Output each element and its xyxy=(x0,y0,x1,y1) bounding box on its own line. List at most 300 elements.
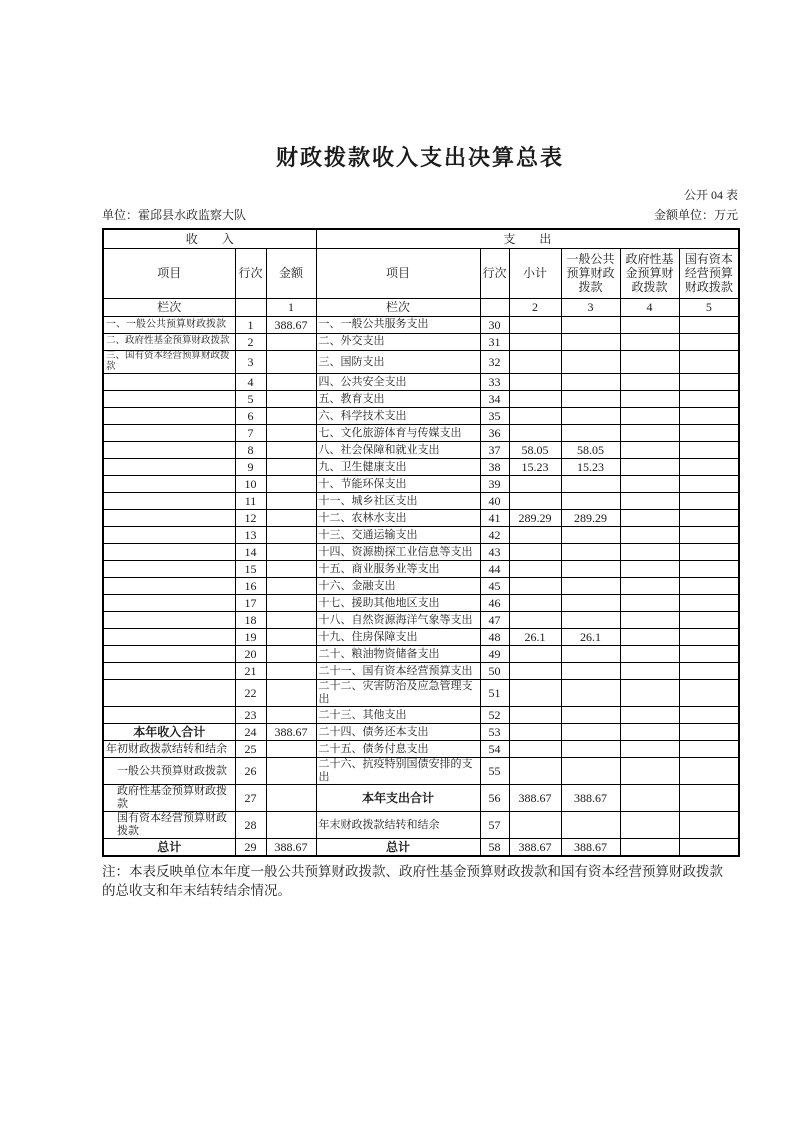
income-item-cell xyxy=(103,595,235,612)
income-rowno-cell: 17 xyxy=(235,595,266,612)
table-row xyxy=(103,758,739,785)
subtotal-cell xyxy=(509,758,561,785)
expense-rowno-cell: 46 xyxy=(480,595,509,612)
subtotal-header: 小计 xyxy=(509,248,561,298)
income-item-cell: 三、国有资本经营预算财政拨款 xyxy=(103,350,235,373)
income-item-cell: 政府性基金预算财政拨款 xyxy=(103,785,235,812)
govt-fund-budget-cell xyxy=(620,544,679,561)
table-body xyxy=(103,316,739,855)
subtotal-cell xyxy=(509,476,561,493)
state-capital-budget-cell xyxy=(679,595,739,612)
general-public-budget-cell xyxy=(561,350,620,373)
govt-fund-budget-cell xyxy=(620,646,679,663)
table-row xyxy=(103,459,739,476)
income-item-cell xyxy=(103,561,235,578)
expense-item-cell: 六、科学技术支出 xyxy=(316,408,480,425)
expense-item-cell: 十、节能环保支出 xyxy=(316,476,480,493)
expense-rowno-cell: 32 xyxy=(480,350,509,373)
income-amount-cell xyxy=(266,812,316,839)
table-row xyxy=(103,785,739,812)
income-rowno-cell: 21 xyxy=(235,663,266,680)
govt-fund-budget-cell xyxy=(620,374,679,391)
subtotal-cell xyxy=(509,612,561,629)
column-header-row xyxy=(103,248,739,298)
income-rowno-cell: 27 xyxy=(235,785,266,812)
income-item-cell: 本年收入合计 xyxy=(103,724,235,741)
state-capital-budget-cell xyxy=(679,758,739,785)
state-capital-budget-cell xyxy=(679,680,739,707)
empty-cell xyxy=(480,298,509,316)
general-public-budget-cell: 289.29 xyxy=(561,510,620,527)
income-amount-cell xyxy=(266,680,316,707)
expense-rowno-cell: 44 xyxy=(480,561,509,578)
expense-item-cell: 四、公共安全支出 xyxy=(316,374,480,391)
govt-fund-budget-cell xyxy=(620,333,679,350)
govt-fund-budget-cell xyxy=(620,785,679,812)
income-amount-cell xyxy=(266,561,316,578)
income-item-cell xyxy=(103,442,235,459)
income-rowno-cell: 1 xyxy=(235,316,266,333)
expense-item-header: 项目 xyxy=(316,248,480,298)
subtotal-cell xyxy=(509,425,561,442)
subtotal-cell xyxy=(509,646,561,663)
general-public-budget-cell xyxy=(561,612,620,629)
expense-item-cell: 本年支出合计 xyxy=(316,785,480,812)
income-rowno-cell: 2 xyxy=(235,333,266,350)
govt-fund-budget-cell xyxy=(620,741,679,758)
table-row xyxy=(103,391,739,408)
expense-rowno-cell: 57 xyxy=(480,812,509,839)
income-item-cell xyxy=(103,544,235,561)
govt-fund-budget-cell xyxy=(620,316,679,333)
general-public-budget-cell xyxy=(561,724,620,741)
general-public-budget-cell: 58.05 xyxy=(561,442,620,459)
income-amount-cell xyxy=(266,629,316,646)
income-item-cell xyxy=(103,663,235,680)
state-capital-budget-cell xyxy=(679,391,739,408)
expense-rowno-cell: 55 xyxy=(480,758,509,785)
income-item-cell xyxy=(103,578,235,595)
state-capital-budget-cell xyxy=(679,527,739,544)
expense-rowno-cell: 42 xyxy=(480,527,509,544)
table-row xyxy=(103,561,739,578)
income-amount-cell xyxy=(266,408,316,425)
general-public-budget-cell xyxy=(561,544,620,561)
govt-fund-budget-cell xyxy=(620,758,679,785)
income-amount-cell xyxy=(266,350,316,373)
income-rowno-cell: 4 xyxy=(235,374,266,391)
column-index-4: 4 xyxy=(620,298,679,316)
income-index-label: 栏次 xyxy=(103,298,235,316)
income-amount-cell xyxy=(266,459,316,476)
expense-item-cell: 十八、自然资源海洋气象等支出 xyxy=(316,612,480,629)
income-rowno-header: 行次 xyxy=(235,248,266,298)
income-amount-cell xyxy=(266,442,316,459)
income-item-cell: 一、一般公共预算财政拨款 xyxy=(103,316,235,333)
income-item-cell xyxy=(103,646,235,663)
table-row xyxy=(103,812,739,839)
income-rowno-cell: 23 xyxy=(235,707,266,724)
table-row xyxy=(103,510,739,527)
fiscal-summary-table xyxy=(102,228,740,856)
income-item-cell xyxy=(103,476,235,493)
state-capital-budget-cell xyxy=(679,561,739,578)
expense-rowno-header: 行次 xyxy=(480,248,509,298)
general-public-budget-cell xyxy=(561,316,620,333)
income-amount-cell xyxy=(266,374,316,391)
income-amount-cell xyxy=(266,333,316,350)
table-row xyxy=(103,680,739,707)
table-row xyxy=(103,741,739,758)
subtotal-cell xyxy=(509,812,561,839)
subtotal-cell: 388.67 xyxy=(509,839,561,856)
expense-rowno-cell: 40 xyxy=(480,493,509,510)
expense-rowno-cell: 48 xyxy=(480,629,509,646)
expense-item-cell: 十九、住房保障支出 xyxy=(316,629,480,646)
table-row xyxy=(103,629,739,646)
expense-rowno-cell: 53 xyxy=(480,724,509,741)
income-item-cell: 年初财政拨款结转和结余 xyxy=(103,741,235,758)
state-capital-budget-cell xyxy=(679,544,739,561)
expense-rowno-cell: 58 xyxy=(480,839,509,856)
table-row xyxy=(103,408,739,425)
general-public-budget-header: 一般公共预算财政拨款 xyxy=(561,248,620,298)
income-rowno-cell: 8 xyxy=(235,442,266,459)
subtotal-cell xyxy=(509,578,561,595)
subtotal-cell: 289.29 xyxy=(509,510,561,527)
income-rowno-cell: 10 xyxy=(235,476,266,493)
state-capital-budget-cell xyxy=(679,316,739,333)
general-public-budget-cell xyxy=(561,527,620,544)
income-item-cell: 一般公共预算财政拨款 xyxy=(103,758,235,785)
income-amount-header: 金额 xyxy=(266,248,316,298)
state-capital-budget-header: 国有资本经营预算财政拨款 xyxy=(679,248,739,298)
state-capital-budget-cell xyxy=(679,629,739,646)
state-capital-budget-cell xyxy=(679,493,739,510)
govt-fund-budget-cell xyxy=(620,391,679,408)
income-amount-cell: 388.67 xyxy=(266,316,316,333)
expense-item-cell: 十三、交通运输支出 xyxy=(316,527,480,544)
subtotal-cell xyxy=(509,561,561,578)
subtotal-cell: 58.05 xyxy=(509,442,561,459)
expense-item-cell: 七、文化旅游体育与传媒支出 xyxy=(316,425,480,442)
state-capital-budget-cell xyxy=(679,350,739,373)
expense-rowno-cell: 54 xyxy=(480,741,509,758)
expense-rowno-cell: 38 xyxy=(480,459,509,476)
income-rowno-cell: 22 xyxy=(235,680,266,707)
govt-fund-budget-cell xyxy=(620,680,679,707)
state-capital-budget-cell xyxy=(679,476,739,493)
expense-item-cell: 十一、城乡社区支出 xyxy=(316,493,480,510)
subtotal-cell xyxy=(509,350,561,373)
state-capital-budget-cell xyxy=(679,839,739,856)
expense-rowno-cell: 39 xyxy=(480,476,509,493)
income-item-cell xyxy=(103,612,235,629)
general-public-budget-cell xyxy=(561,476,620,493)
subtotal-cell: 15.23 xyxy=(509,459,561,476)
general-public-budget-cell xyxy=(561,646,620,663)
income-item-cell xyxy=(103,391,235,408)
expense-rowno-cell: 45 xyxy=(480,578,509,595)
expense-rowno-cell: 37 xyxy=(480,442,509,459)
income-section-header: 收 入 xyxy=(103,229,316,248)
expense-rowno-cell: 56 xyxy=(480,785,509,812)
income-item-cell xyxy=(103,707,235,724)
expense-item-cell: 十七、援助其他地区支出 xyxy=(316,595,480,612)
income-item-cell xyxy=(103,493,235,510)
expense-item-cell: 九、卫生健康支出 xyxy=(316,459,480,476)
general-public-budget-cell xyxy=(561,812,620,839)
state-capital-budget-cell xyxy=(679,646,739,663)
expense-item-cell: 二十四、债务还本支出 xyxy=(316,724,480,741)
state-capital-budget-cell xyxy=(679,442,739,459)
state-capital-budget-cell xyxy=(679,785,739,812)
table-row xyxy=(103,316,739,333)
income-rowno-cell: 13 xyxy=(235,527,266,544)
subtotal-cell xyxy=(509,408,561,425)
govt-fund-budget-cell xyxy=(620,707,679,724)
govt-fund-budget-cell xyxy=(620,578,679,595)
income-rowno-cell: 16 xyxy=(235,578,266,595)
column-index-2: 2 xyxy=(509,298,561,316)
state-capital-budget-cell xyxy=(679,741,739,758)
govt-fund-budget-cell xyxy=(620,595,679,612)
expense-item-cell: 十四、资源勘探工业信息等支出 xyxy=(316,544,480,561)
govt-fund-budget-cell xyxy=(620,408,679,425)
govt-fund-budget-cell xyxy=(620,510,679,527)
income-rowno-cell: 5 xyxy=(235,391,266,408)
subtotal-cell xyxy=(509,707,561,724)
income-amount-cell xyxy=(266,758,316,785)
govt-fund-budget-cell xyxy=(620,476,679,493)
income-amount-cell xyxy=(266,391,316,408)
income-rowno-cell: 19 xyxy=(235,629,266,646)
section-header-row xyxy=(103,229,739,248)
income-rowno-cell: 24 xyxy=(235,724,266,741)
general-public-budget-cell xyxy=(561,425,620,442)
expense-rowno-cell: 50 xyxy=(480,663,509,680)
expense-rowno-cell: 52 xyxy=(480,707,509,724)
subtotal-cell xyxy=(509,493,561,510)
income-rowno-cell: 15 xyxy=(235,561,266,578)
subtotal-cell xyxy=(509,527,561,544)
income-amount-cell xyxy=(266,595,316,612)
expense-rowno-cell: 30 xyxy=(480,316,509,333)
expense-item-cell: 二十三、其他支出 xyxy=(316,707,480,724)
expense-item-cell: 五、教育支出 xyxy=(316,391,480,408)
empty-cell xyxy=(235,298,266,316)
column-index-3: 3 xyxy=(561,298,620,316)
state-capital-budget-cell xyxy=(679,812,739,839)
subtotal-cell: 26.1 xyxy=(509,629,561,646)
income-amount-cell xyxy=(266,425,316,442)
state-capital-budget-cell xyxy=(679,408,739,425)
income-rowno-cell: 26 xyxy=(235,758,266,785)
income-rowno-cell: 11 xyxy=(235,493,266,510)
expense-item-cell: 一、一般公共服务支出 xyxy=(316,316,480,333)
income-item-cell xyxy=(103,510,235,527)
govt-fund-budget-cell xyxy=(620,459,679,476)
income-item-cell xyxy=(103,680,235,707)
income-amount-cell xyxy=(266,493,316,510)
subtotal-cell xyxy=(509,391,561,408)
state-capital-budget-cell xyxy=(679,333,739,350)
income-rowno-cell: 29 xyxy=(235,839,266,856)
state-capital-budget-cell xyxy=(679,425,739,442)
table-row xyxy=(103,493,739,510)
income-item-header: 项目 xyxy=(103,248,235,298)
table-row xyxy=(103,839,739,856)
footnote: 注：本表反映单位本年度一般公共预算财政拨款、政府性基金预算财政拨款和国有资本经营预算财政拨款的总收支和年末结转结余情况。 xyxy=(102,863,723,899)
general-public-budget-cell xyxy=(561,561,620,578)
expense-section-header: 支 出 xyxy=(316,229,739,248)
expense-item-cell: 二十六、抗疫特别国债安排的支出 xyxy=(316,758,480,785)
table-row xyxy=(103,646,739,663)
table-row xyxy=(103,544,739,561)
expense-rowno-cell: 41 xyxy=(480,510,509,527)
expense-item-cell: 二、外交支出 xyxy=(316,333,480,350)
income-item-cell: 国有资本经营预算财政拨款 xyxy=(103,812,235,839)
income-amount-cell xyxy=(266,527,316,544)
general-public-budget-cell: 26.1 xyxy=(561,629,620,646)
income-rowno-cell: 18 xyxy=(235,612,266,629)
state-capital-budget-cell xyxy=(679,724,739,741)
expense-item-cell: 二十一、国有资本经营预算支出 xyxy=(316,663,480,680)
table-row xyxy=(103,476,739,493)
table-row xyxy=(103,707,739,724)
table-row xyxy=(103,350,739,373)
expense-rowno-cell: 43 xyxy=(480,544,509,561)
expense-rowno-cell: 34 xyxy=(480,391,509,408)
column-index-1: 1 xyxy=(266,298,316,316)
govt-fund-budget-cell xyxy=(620,629,679,646)
state-capital-budget-cell xyxy=(679,374,739,391)
govt-fund-budget-cell xyxy=(620,527,679,544)
income-amount-cell: 388.67 xyxy=(266,724,316,741)
expense-item-cell: 二十、粮油物资储备支出 xyxy=(316,646,480,663)
subtotal-cell xyxy=(509,333,561,350)
column-index-5: 5 xyxy=(679,298,739,316)
govt-fund-budget-cell xyxy=(620,612,679,629)
income-rowno-cell: 25 xyxy=(235,741,266,758)
unit-row xyxy=(102,206,738,223)
general-public-budget-cell: 15.23 xyxy=(561,459,620,476)
govt-fund-budget-cell xyxy=(620,839,679,856)
expense-item-cell: 八、社会保障和就业支出 xyxy=(316,442,480,459)
income-item-cell: 二、政府性基金预算财政拨款 xyxy=(103,333,235,350)
subtotal-cell xyxy=(509,741,561,758)
income-amount-cell xyxy=(266,707,316,724)
general-public-budget-cell xyxy=(561,333,620,350)
income-amount-cell xyxy=(266,663,316,680)
expense-rowno-cell: 49 xyxy=(480,646,509,663)
expense-item-cell: 十六、金融支出 xyxy=(316,578,480,595)
govt-fund-budget-cell xyxy=(620,724,679,741)
subtotal-cell xyxy=(509,595,561,612)
general-public-budget-cell xyxy=(561,595,620,612)
subtotal-cell xyxy=(509,724,561,741)
expense-item-cell: 二十二、灾害防治及应急管理支出 xyxy=(316,680,480,707)
table-row xyxy=(103,595,739,612)
govt-fund-budget-header: 政府性基金预算财政拨款 xyxy=(620,248,679,298)
table-row xyxy=(103,724,739,741)
table-row xyxy=(103,612,739,629)
table-row xyxy=(103,442,739,459)
income-amount-cell xyxy=(266,544,316,561)
state-capital-budget-cell xyxy=(679,612,739,629)
income-amount-cell xyxy=(266,741,316,758)
general-public-budget-cell xyxy=(561,493,620,510)
income-amount-cell xyxy=(266,612,316,629)
state-capital-budget-cell xyxy=(679,707,739,724)
income-item-cell: 总计 xyxy=(103,839,235,856)
income-rowno-cell: 3 xyxy=(235,350,266,373)
general-public-budget-cell xyxy=(561,408,620,425)
income-item-cell xyxy=(103,408,235,425)
expense-item-cell: 十二、农林水支出 xyxy=(316,510,480,527)
table-row xyxy=(103,333,739,350)
income-amount-cell xyxy=(266,476,316,493)
general-public-budget-cell: 388.67 xyxy=(561,839,620,856)
income-rowno-cell: 6 xyxy=(235,408,266,425)
general-public-budget-cell xyxy=(561,578,620,595)
general-public-budget-cell xyxy=(561,741,620,758)
income-item-cell xyxy=(103,459,235,476)
expense-index-label: 栏次 xyxy=(316,298,480,316)
income-item-cell xyxy=(103,629,235,646)
govt-fund-budget-cell xyxy=(620,442,679,459)
state-capital-budget-cell xyxy=(679,578,739,595)
general-public-budget-cell xyxy=(561,663,620,680)
subtotal-cell xyxy=(509,374,561,391)
general-public-budget-cell xyxy=(561,391,620,408)
table-row xyxy=(103,527,739,544)
general-public-budget-cell xyxy=(561,374,620,391)
report-title: 财政拨款收入支出决算总表 xyxy=(275,145,564,170)
amount-unit-label: 金额单位：万元 xyxy=(653,208,738,223)
unit-label: 单位：霍邱县水政监察大队 xyxy=(102,208,247,223)
general-public-budget-cell xyxy=(561,758,620,785)
expense-rowno-cell: 35 xyxy=(480,408,509,425)
income-amount-cell: 388.67 xyxy=(266,839,316,856)
income-amount-cell xyxy=(266,578,316,595)
general-public-budget-cell xyxy=(561,680,620,707)
income-rowno-cell: 12 xyxy=(235,510,266,527)
income-amount-cell xyxy=(266,510,316,527)
income-rowno-cell: 28 xyxy=(235,812,266,839)
govt-fund-budget-cell xyxy=(620,425,679,442)
expense-item-cell: 年末财政拨款结转和结余 xyxy=(316,812,480,839)
expense-rowno-cell: 51 xyxy=(480,680,509,707)
state-capital-budget-cell xyxy=(679,663,739,680)
general-public-budget-cell xyxy=(561,707,620,724)
subtotal-cell xyxy=(509,663,561,680)
expense-item-cell: 三、国防支出 xyxy=(316,350,480,373)
table-row xyxy=(103,425,739,442)
table-row xyxy=(103,578,739,595)
expense-item-cell: 总计 xyxy=(316,839,480,856)
income-rowno-cell: 20 xyxy=(235,646,266,663)
expense-rowno-cell: 33 xyxy=(480,374,509,391)
govt-fund-budget-cell xyxy=(620,493,679,510)
subtotal-cell xyxy=(509,680,561,707)
income-amount-cell xyxy=(266,785,316,812)
govt-fund-budget-cell xyxy=(620,561,679,578)
income-rowno-cell: 7 xyxy=(235,425,266,442)
govt-fund-budget-cell xyxy=(620,663,679,680)
general-public-budget-cell: 388.67 xyxy=(561,785,620,812)
expense-rowno-cell: 36 xyxy=(480,425,509,442)
